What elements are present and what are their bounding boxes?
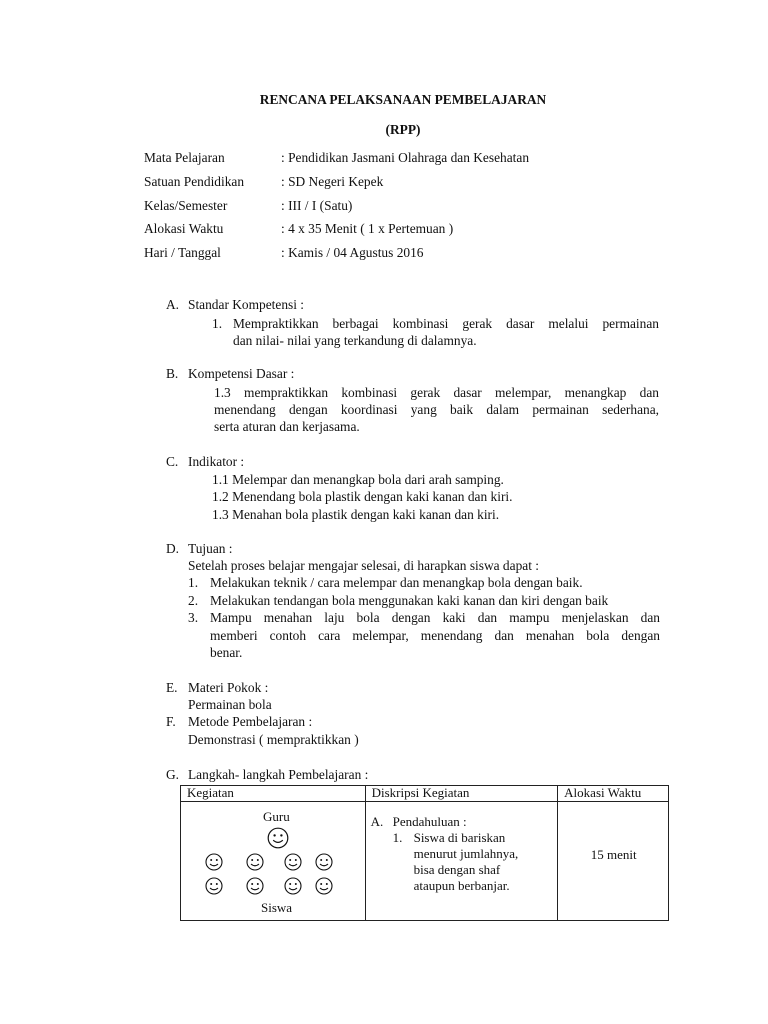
paragraph-line: Demonstrasi ( mempraktikkan ) — [188, 732, 359, 747]
list-number: 2. — [188, 593, 199, 608]
section-letter: D. — [166, 541, 180, 556]
student-smiley-icon — [246, 853, 264, 871]
info-label-time: Alokasi Waktu — [144, 221, 224, 236]
section-heading: Langkah- langkah Pembelajaran : — [188, 767, 369, 782]
desc-letter: A. — [370, 814, 384, 829]
list-item-text: Melakukan tendangan bola menggunakan kaki kanan dan kiri dengan baik — [210, 593, 609, 608]
section-heading: Metode Pembelajaran : — [188, 714, 313, 729]
table-row — [181, 802, 669, 921]
indicator-item: 1.3 Menahan bola plastik dengan kaki kanan dan kiri. — [212, 507, 500, 522]
teacher-smiley-icon — [267, 827, 289, 849]
indicator-item: 1.2 Menendang bola plastik dengan kaki kanan dan kiri. — [212, 489, 513, 504]
section-letter: A. — [166, 297, 180, 312]
list-item-text: dan nilai- nilai yang terkandung di dalamnya. — [233, 333, 477, 348]
list-item-text: benar. — [210, 645, 243, 660]
desc-number: 1. — [392, 830, 403, 845]
time-allocation: 15 menit — [590, 847, 637, 862]
section-heading: Materi Pokok : — [188, 680, 269, 695]
section-letter: B. — [166, 366, 179, 381]
desc-line: bisa dengan shaf — [413, 862, 501, 877]
paragraph-line: 1.3 mempraktikkan kombinasi gerak dasar melempar, menangkap dan — [214, 385, 659, 400]
info-label-subject: Mata Pelajaran — [144, 150, 225, 165]
student-smiley-icon — [284, 877, 302, 895]
table-header-kegiatan: Kegiatan — [181, 786, 366, 802]
list-number: 1. — [188, 575, 199, 590]
section-heading: Tujuan : — [188, 541, 233, 556]
list-number: 1. — [212, 316, 223, 331]
paragraph-line: Permainan bola — [188, 697, 272, 712]
document-subtitle: (RPP) — [385, 122, 421, 137]
info-value-school: : SD Negeri Kepek — [281, 174, 384, 189]
info-label-date: Hari / Tanggal — [144, 245, 221, 260]
paragraph-line: Setelah proses belajar mengajar selesai, di harapkan siswa dapat : — [188, 558, 540, 573]
student-smiley-icon — [315, 853, 333, 871]
list-item-text: Melakukan teknik / cara melempar dan menangkap bola dengan baik. — [210, 575, 583, 590]
table-header-row — [181, 786, 669, 802]
section-letter: F. — [166, 714, 176, 729]
info-value-date: : Kamis / 04 Agustus 2016 — [281, 245, 424, 260]
student-smiley-icon — [205, 877, 223, 895]
siswa-label: Siswa — [261, 900, 293, 915]
deskripsi-cell — [365, 802, 558, 921]
list-item-text: Mampu menahan laju bola dengan kaki dan mampu menjelaskan dan — [210, 610, 660, 625]
indicator-item: 1.1 Melempar dan menangkap bola dari arah samping. — [212, 472, 504, 487]
guru-label: Guru — [263, 809, 290, 824]
student-smiley-icon — [246, 877, 264, 895]
desc-line: Siswa di bariskan — [413, 830, 506, 845]
student-smiley-icon — [205, 853, 223, 871]
section-letter: C. — [166, 454, 179, 469]
section-heading: Indikator : — [188, 454, 245, 469]
list-number: 3. — [188, 610, 199, 625]
document-title: RENCANA PELAKSANAAN PEMBELAJARAN — [259, 92, 547, 107]
info-value-class: : III / I (Satu) — [281, 198, 353, 213]
desc-line: ataupun berbanjar. — [413, 878, 510, 893]
info-label-class: Kelas/Semester — [144, 198, 228, 213]
list-item-text: memberi contoh cara melempar, menendang dan menahan bola dengan — [210, 628, 660, 643]
list-item-text: Mempraktikkan berbagai kombinasi gerak dasar melalui permainan — [233, 316, 659, 331]
table-header-deskripsi: Diskripsi Kegiatan — [365, 786, 558, 802]
desc-heading: Pendahuluan : — [392, 814, 467, 829]
section-letter: G. — [166, 767, 180, 782]
student-smiley-icon — [315, 877, 333, 895]
desc-line: menurut jumlahnya, — [413, 846, 519, 861]
kegiatan-cell — [181, 802, 366, 921]
info-value-time: : 4 x 35 Menit ( 1 x Pertemuan ) — [281, 221, 454, 236]
steps-table — [180, 785, 669, 921]
info-label-school: Satuan Pendidikan — [144, 174, 245, 189]
section-letter: E. — [166, 680, 178, 695]
info-value-subject: : Pendidikan Jasmani Olahraga dan Kesehatan — [281, 150, 530, 165]
student-smiley-icon — [284, 853, 302, 871]
table-header-alokasi: Alokasi Waktu — [558, 786, 669, 802]
section-heading: Kompetensi Dasar : — [188, 366, 295, 381]
paragraph-line: menendang dengan koordinasi yang baik dalam permainan sederhana, — [214, 402, 659, 417]
alokasi-cell — [558, 802, 669, 921]
paragraph-line: serta aturan dan kerjasama. — [214, 419, 360, 434]
section-heading: Standar Kompetensi : — [188, 297, 305, 312]
